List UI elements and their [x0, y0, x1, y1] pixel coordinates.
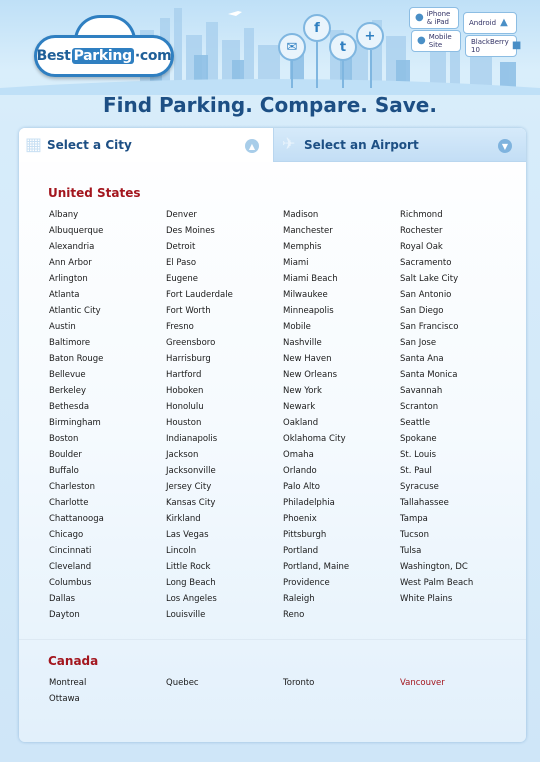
city-link[interactable]: Alexandria [49, 242, 95, 252]
city-link[interactable]: Little Rock [166, 562, 211, 572]
city-link[interactable]: New Orleans [283, 370, 338, 380]
city-link[interactable]: Berkeley [49, 386, 87, 396]
city-link[interactable]: White Plains [400, 594, 453, 604]
city-link[interactable]: New Haven [283, 354, 332, 364]
city-link[interactable]: Ann Arbor [49, 258, 92, 268]
iphone-app-badge[interactable] [409, 7, 459, 29]
city-link[interactable]: Providence [283, 578, 330, 588]
mail-icon[interactable]: ✉ [278, 33, 306, 61]
city-column [166, 207, 283, 623]
city-link[interactable]: Seattle [400, 418, 431, 428]
city-link[interactable]: El Paso [166, 258, 197, 268]
city-link[interactable]: San Francisco [400, 322, 459, 332]
city-link[interactable]: Oklahoma City [283, 434, 346, 444]
city-link[interactable]: Austin [49, 322, 76, 332]
city-link[interactable]: San Diego [400, 306, 444, 316]
city-link[interactable]: Charlotte [49, 498, 89, 508]
city-link[interactable]: Toronto [283, 678, 315, 688]
city-link[interactable]: Reno [283, 610, 305, 620]
city-link[interactable]: Orlando [283, 466, 317, 476]
city-link[interactable]: Salt Lake City [400, 274, 459, 284]
city-link[interactable]: Baltimore [49, 338, 91, 348]
city-link[interactable]: Palo Alto [283, 482, 320, 492]
city-link[interactable]: San Jose [400, 338, 437, 348]
region-title-united-states: United States [48, 186, 141, 200]
blackberry-badge-label: BlackBerry 10 [471, 38, 509, 54]
tab-select-airport-label: Select an Airport [304, 137, 419, 152]
city-link[interactable]: Richmond [400, 210, 443, 220]
city-link[interactable]: Tulsa [400, 546, 422, 556]
city-link[interactable]: Long Beach [166, 578, 216, 588]
city-link[interactable]: Royal Oak [400, 242, 443, 252]
chevron-up-icon[interactable]: ▲ [245, 139, 259, 153]
android-app-badge[interactable] [463, 12, 517, 34]
city-link[interactable]: Charleston [49, 482, 95, 492]
divider [19, 639, 526, 640]
city-link[interactable]: Kansas City [166, 498, 216, 508]
city-link[interactable]: Nashville [283, 338, 322, 348]
city-link[interactable]: Detroit [166, 242, 196, 252]
city-link[interactable]: Oakland [283, 418, 319, 428]
city-link[interactable]: Tallahassee [400, 498, 449, 508]
airplane-icon: ✈ [282, 134, 296, 153]
city-link[interactable]: Boulder [49, 450, 82, 460]
city-link[interactable]: Fort Lauderdale [166, 290, 233, 300]
city-link[interactable]: Jersey City [166, 482, 212, 492]
tagline: Find Parking. Compare. Save. [103, 93, 437, 117]
city-link[interactable]: Fresno [166, 322, 194, 332]
city-link[interactable]: Los Angeles [166, 594, 217, 604]
city-link[interactable]: Birmingham [49, 418, 101, 428]
city-column [283, 207, 400, 623]
city-column [49, 675, 166, 707]
city-link[interactable]: Spokane [400, 434, 437, 444]
logo-text-parking: Parking [73, 48, 132, 64]
city-link[interactable]: Miami Beach [283, 274, 338, 284]
region-title-canada: Canada [48, 654, 99, 668]
mobile-badge-label: Mobile Site [428, 33, 452, 49]
city-link[interactable]: St. Paul [400, 466, 432, 476]
city-link[interactable]: Kirkland [166, 514, 201, 524]
sign-pole [291, 58, 293, 88]
city-link[interactable]: Las Vegas [166, 530, 209, 540]
city-link[interactable]: Chattanooga [49, 514, 104, 524]
city-link[interactable]: Boston [49, 434, 79, 444]
apple-icon: ● [415, 12, 424, 23]
plus-icon[interactable]: + [356, 22, 384, 50]
sign-pole [316, 38, 318, 88]
sign-pole [370, 50, 372, 88]
android-badge-label: Android [469, 19, 497, 27]
city-link[interactable]: Madison [283, 210, 319, 220]
bestparking-logo[interactable] [34, 35, 174, 77]
city-link[interactable]: Ottawa [49, 694, 80, 704]
city-link[interactable]: Arlington [49, 274, 88, 284]
city-link[interactable]: Memphis [283, 242, 322, 252]
city-link[interactable]: Tampa [400, 514, 428, 524]
logo-text-com: ·com [134, 48, 172, 64]
city-link[interactable]: Philadelphia [283, 498, 335, 508]
city-column [283, 675, 400, 707]
city-link[interactable]: Quebec [166, 678, 199, 688]
city-link[interactable]: Albany [49, 210, 79, 220]
city-link[interactable]: Omaha [283, 450, 314, 460]
chevron-down-icon[interactable]: ▼ [498, 139, 512, 153]
city-link[interactable]: Hoboken [166, 386, 204, 396]
city-link[interactable]: Portland [283, 546, 319, 556]
city-link[interactable]: Savannah [400, 386, 443, 396]
buildings-icon: ▦ [25, 134, 43, 155]
city-link[interactable]: Atlantic City [49, 306, 101, 316]
city-link[interactable]: Indianapolis [166, 434, 218, 444]
city-link[interactable]: Vancouver [400, 678, 445, 688]
city-link[interactable]: San Antonio [400, 290, 452, 300]
city-link[interactable]: Newark [283, 402, 316, 412]
city-link[interactable]: Rochester [400, 226, 443, 236]
twitter-icon[interactable]: t [329, 33, 357, 61]
city-link[interactable]: West Palm Beach [400, 578, 474, 588]
city-link[interactable]: Chicago [49, 530, 84, 540]
blackberry-app-badge[interactable] [465, 35, 522, 57]
city-selector-panel [19, 128, 526, 742]
city-link[interactable]: Dayton [49, 610, 80, 620]
city-column [400, 207, 517, 623]
city-link[interactable]: Jackson [166, 450, 199, 460]
city-link[interactable]: Minneapolis [283, 306, 334, 316]
city-link[interactable]: Baton Rouge [49, 354, 104, 364]
sign-pole [342, 58, 344, 88]
city-link[interactable]: Pittsburgh [283, 530, 327, 540]
city-link[interactable]: Albuquerque [49, 226, 104, 236]
android-icon: ▲ [500, 17, 508, 28]
city-column [49, 207, 166, 623]
city-link[interactable]: Santa Monica [400, 370, 458, 380]
header [0, 0, 540, 95]
city-link[interactable]: Milwaukee [283, 290, 328, 300]
us-city-list [49, 207, 517, 623]
city-link[interactable]: Bellevue [49, 370, 86, 380]
city-link[interactable]: Scranton [400, 402, 439, 412]
mobile-icon: ● [417, 35, 426, 46]
city-link[interactable]: Hartford [166, 370, 202, 380]
city-link[interactable]: Jacksonville [166, 466, 216, 476]
city-link[interactable]: Washington, DC [400, 562, 468, 572]
selector-tabs [19, 128, 526, 162]
city-link[interactable]: Columbus [49, 578, 92, 588]
city-link[interactable]: Louisville [166, 610, 206, 620]
city-link[interactable]: Raleigh [283, 594, 315, 604]
city-link[interactable]: Fort Worth [166, 306, 211, 316]
city-link[interactable]: Tucson [400, 530, 429, 540]
city-link[interactable]: Des Moines [166, 226, 215, 236]
facebook-icon[interactable]: f [303, 14, 331, 42]
city-link[interactable]: Houston [166, 418, 202, 428]
city-link[interactable]: Greensboro [166, 338, 216, 348]
city-link[interactable]: Santa Ana [400, 354, 444, 364]
city-link[interactable]: Miami [283, 258, 309, 268]
iphone-badge-label: iPhone & iPad [426, 10, 451, 26]
mobile-site-badge[interactable] [411, 30, 461, 52]
tab-select-city-label: Select a City [47, 137, 132, 152]
blackberry-icon: ■ [511, 40, 522, 51]
city-link[interactable]: Sacramento [400, 258, 452, 268]
city-link[interactable]: Bethesda [49, 402, 90, 412]
city-link[interactable]: Montreal [49, 678, 87, 688]
city-link[interactable]: Phoenix [283, 514, 317, 524]
tab-select-airport[interactable] [273, 128, 526, 162]
city-link[interactable]: Harrisburg [166, 354, 211, 364]
city-column [400, 675, 517, 707]
city-link[interactable]: Lincoln [166, 546, 197, 556]
city-link[interactable]: Atlanta [49, 290, 80, 300]
city-link[interactable]: Cleveland [49, 562, 92, 572]
city-link[interactable]: Eugene [166, 274, 198, 284]
city-link[interactable]: Buffalo [49, 466, 79, 476]
city-link[interactable]: Honolulu [166, 402, 204, 412]
city-link[interactable]: Cincinnati [49, 546, 92, 556]
tab-select-city[interactable] [19, 128, 273, 162]
city-link[interactable]: Syracuse [400, 482, 439, 492]
canada-city-list [49, 675, 517, 707]
city-link[interactable]: St. Louis [400, 450, 437, 460]
city-link[interactable]: New York [283, 386, 322, 396]
logo-text-best: Best [36, 48, 71, 64]
city-link[interactable]: Dallas [49, 594, 76, 604]
city-link[interactable]: Mobile [283, 322, 311, 332]
city-column [166, 675, 283, 707]
city-link[interactable]: Portland, Maine [283, 562, 350, 572]
city-link[interactable]: Denver [166, 210, 197, 220]
city-link[interactable]: Manchester [283, 226, 333, 236]
